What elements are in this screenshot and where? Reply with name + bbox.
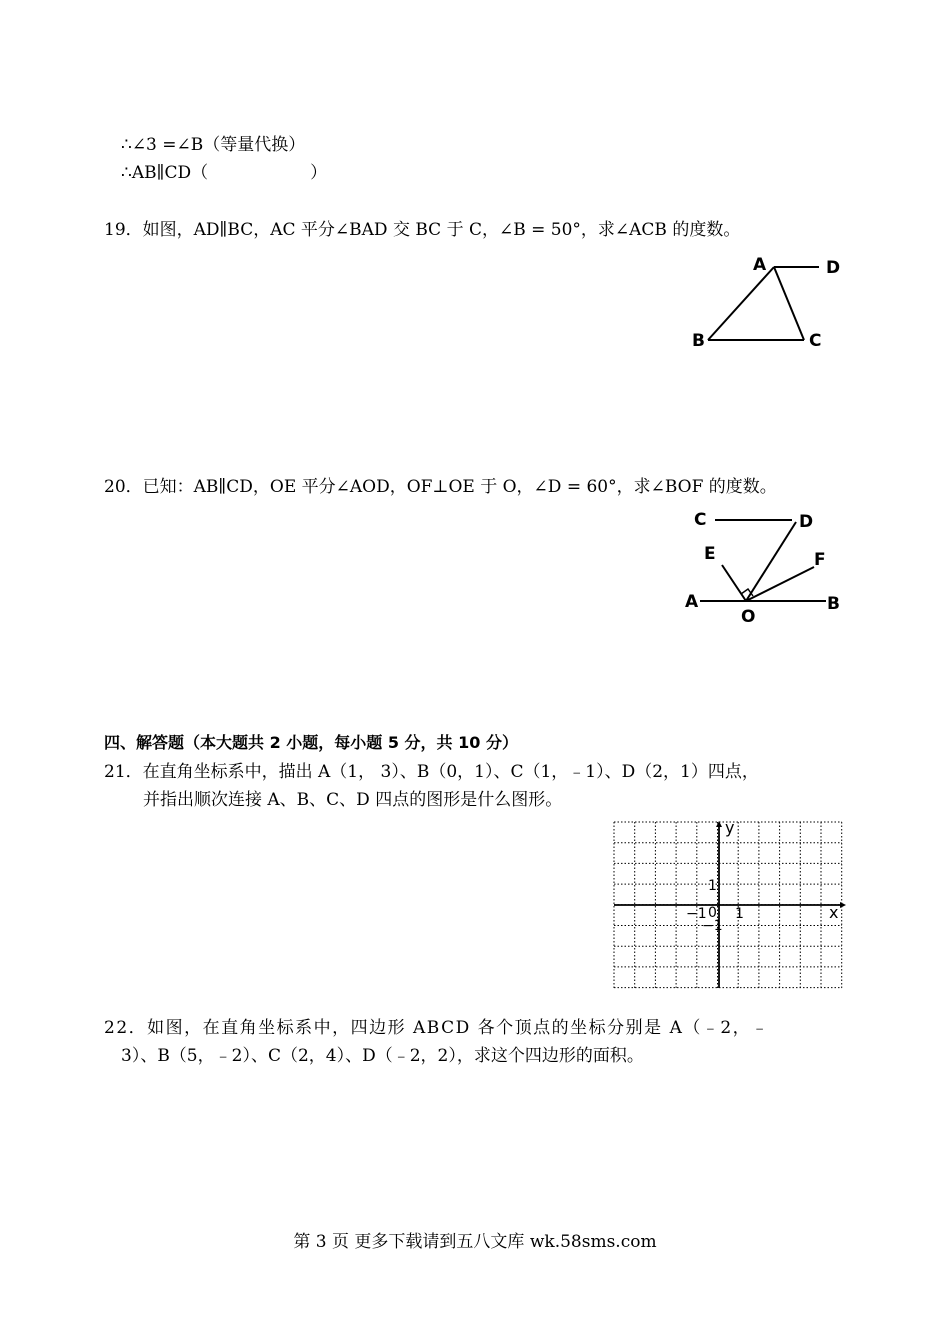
q19-label-c: C: [809, 331, 822, 351]
q19-segment-ba: [708, 267, 774, 340]
question-20-text: 20．已知：AB∥CD，OE 平分∠AOD，OF⊥OE 于 O，∠D = 60°，求∠BOF 的度数。: [104, 477, 777, 497]
question-19-text: 19．如图，AD∥BC，AC 平分∠BAD 交 BC 于 C，∠B = 50°，求∠ACB 的度数。: [104, 220, 741, 240]
q21-y-label: y: [725, 818, 735, 837]
question-22-line-2: 3）、B（5，﹣2）、C（2，4）、D（﹣2，2），求这个四边形的面积。: [121, 1046, 644, 1066]
q20-label-a: A: [685, 592, 699, 612]
q20-label-b: B: [827, 594, 840, 614]
q20-lines-figure: [680, 505, 850, 625]
q20-label-c: C: [694, 510, 707, 530]
question-21-line-2: 并指出顺次连接 A、B、C、D 四点的图形是什么图形。: [143, 790, 563, 810]
q20-label-d: D: [799, 512, 814, 532]
q21-x-axis-arrow: [840, 902, 846, 908]
q19-triangle-figure: [688, 250, 848, 354]
proof-line-1: ∴∠3 =∠B（等量代换）: [121, 135, 306, 155]
q21-tick-y-one: 1: [708, 878, 717, 894]
q21-tick-x-one: 1: [735, 906, 744, 922]
q19-segment-ac: [774, 267, 804, 340]
q20-label-f: F: [814, 550, 826, 570]
question-21-line-1: 21．在直角坐标系中，描出 A（1， 3）、B（0，1）、C（1，﹣1）、D（2，1）四点，: [104, 762, 759, 782]
q20-ray-oe: [722, 565, 746, 601]
q20-label-o: O: [741, 607, 756, 625]
q21-tick-x-neg-one: −1: [686, 906, 707, 922]
question-22-line-1: 22．如图，在直角坐标系中，四边形 ABCD 各个顶点的坐标分别是 A（﹣2，﹣: [104, 1018, 770, 1038]
proof-line-2: ∴AB∥CD（ ）: [121, 163, 328, 183]
q21-tick-y-neg-one: −1: [702, 918, 723, 934]
q19-label-a: A: [753, 255, 767, 275]
q19-label-d: D: [826, 258, 841, 278]
section-4-heading: 四、解答题（本大题共 2 小题，每小题 5 分，共 10 分）: [104, 733, 518, 752]
q19-label-b: B: [692, 331, 705, 351]
page-footer: 第 3 页 更多下载请到五八文库 wk.58sms.com: [293, 1232, 657, 1252]
q21-x-label: x: [829, 903, 839, 922]
q21-coordinate-grid: [612, 818, 850, 992]
q20-label-e: E: [704, 544, 716, 564]
q21-origin-label: 0: [708, 905, 717, 921]
